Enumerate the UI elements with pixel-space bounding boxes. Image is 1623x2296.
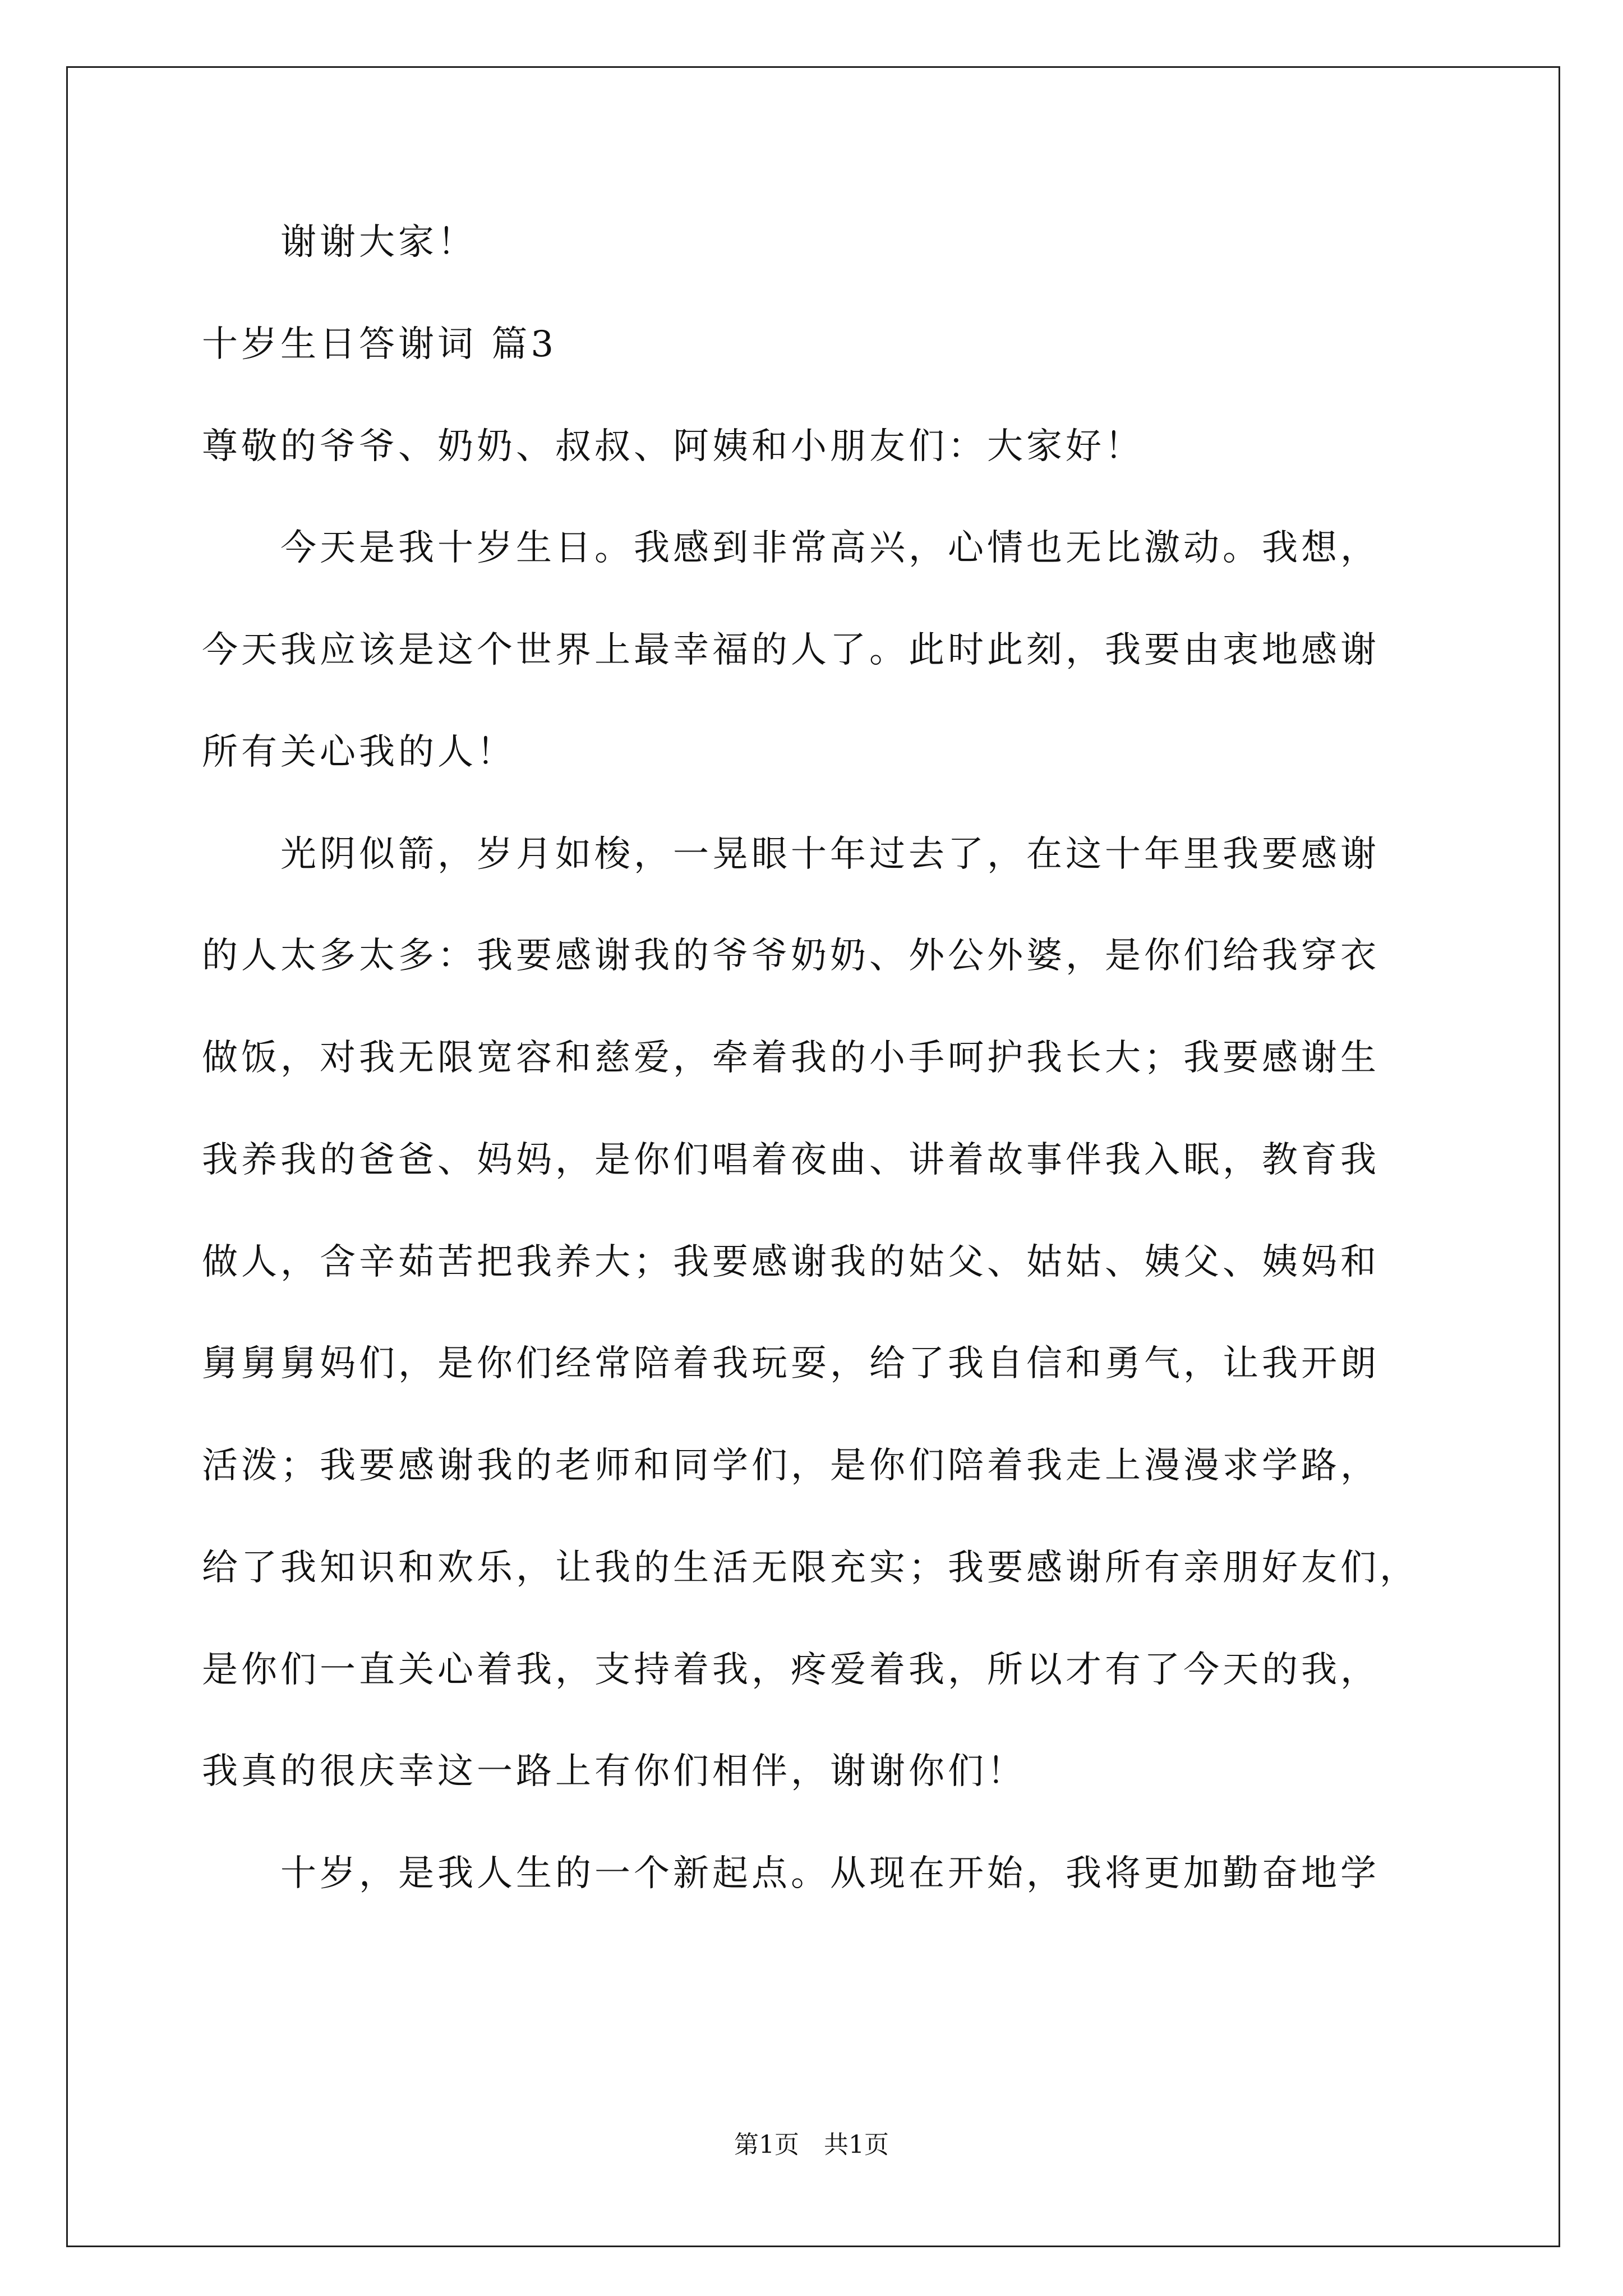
page-footer: 第1页 共1页 — [734, 2131, 889, 2159]
paragraph-1-line-3: 所有关心我的人！ — [202, 731, 516, 773]
paragraph-1-line-2: 今天我应该是这个世界上最幸福的人了。此时此刻，我要由衷地感谢 — [202, 629, 1380, 671]
paragraph-2-line-1: 光阴似箭，岁月如梭，一晃眼十年过去了，在这十年里我要感谢 — [280, 834, 1380, 875]
section-title: 十岁生日答谢词 篇3 — [202, 324, 557, 365]
paragraph-2-line-6: 舅舅舅妈们，是你们经常陪着我玩耍，给了我自信和勇气，让我开朗 — [202, 1343, 1380, 1384]
paragraph-2-line-10: 我真的很庆幸这一路上有你们相伴，谢谢你们！ — [202, 1751, 1026, 1792]
paragraph-2-line-8: 给了我知识和欢乐，让我的生活无限充实；我要感谢所有亲朋好友们， — [202, 1547, 1419, 1589]
paragraph-2-line-9: 是你们一直关心着我，支持着我，疼爱着我，所以才有了今天的我， — [202, 1649, 1380, 1691]
closing-line: 谢谢大家！ — [280, 222, 477, 263]
paragraph-2-line-2: 的人太多太多：我要感谢我的爷爷奶奶、外公外婆，是你们给我穿衣 — [202, 935, 1380, 977]
paragraph-2-line-3: 做饭，对我无限宽容和慈爱，牵着我的小手呵护我长大；我要感谢生 — [202, 1037, 1380, 1079]
paragraph-1-line-1: 今天是我十岁生日。我感到非常高兴，心情也无比激动。我想， — [280, 527, 1380, 569]
paragraph-2-line-4: 我养我的爸爸、妈妈，是你们唱着夜曲、讲着故事伴我入眠，教育我 — [202, 1139, 1380, 1181]
salutation: 尊敬的爷爷、奶奶、叔叔、阿姨和小朋友们：大家好！ — [202, 426, 1144, 467]
paragraph-2-line-7: 活泼；我要感谢我的老师和同学们，是你们陪着我走上漫漫求学路， — [202, 1445, 1380, 1487]
paragraph-3-line-1: 十岁，是我人生的一个新起点。从现在开始，我将更加勤奋地学 — [280, 1853, 1380, 1894]
paragraph-2-line-5: 做人，含辛茹苦把我养大；我要感谢我的姑父、姑姑、姨父、姨妈和 — [202, 1241, 1380, 1283]
